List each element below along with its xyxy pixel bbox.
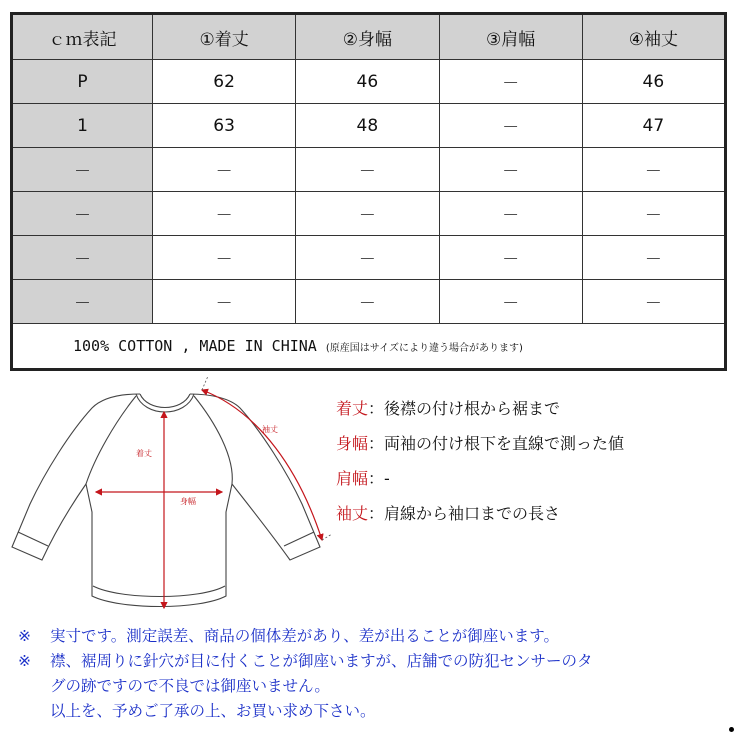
measurement-lines: [96, 390, 322, 608]
table-cell: －: [296, 280, 439, 324]
legend-desc: ：後襟の付け根から裾まで: [368, 399, 561, 418]
note-line: 以上を、予めご了承の上、お買い求め下さい。: [50, 702, 376, 720]
table-cell: －: [296, 236, 439, 280]
legend-term: 肩幅: [336, 469, 369, 488]
header-length: ①着丈: [153, 14, 296, 60]
header-shoulder: ③肩幅: [439, 14, 582, 60]
note-line: [18, 649, 736, 674]
table-cell: －: [296, 192, 439, 236]
table-cell: 48: [296, 104, 439, 148]
table-cell: 46: [582, 60, 725, 104]
row-size: P: [12, 60, 153, 104]
legend-desc: ：肩線から袖口までの長さ: [368, 504, 561, 523]
header-width: ②身幅: [296, 14, 439, 60]
note-line: [18, 624, 736, 649]
diagram-length-label: 着丈: [136, 449, 152, 458]
note-mark: ※: [18, 627, 31, 645]
table-cell: －: [439, 60, 582, 104]
size-table: [10, 12, 727, 371]
table-row: [12, 192, 726, 236]
table-cell: －: [582, 236, 725, 280]
note-line: グの跡ですので不良では御座いません。: [50, 677, 330, 695]
measurement-legend: [336, 396, 736, 536]
table-cell: －: [153, 280, 296, 324]
material-text: 100% COTTON , MADE IN CHINA: [73, 337, 317, 355]
legend-item: [336, 466, 736, 501]
legend-desc: ：-: [368, 469, 390, 488]
legend-term: 身幅: [336, 434, 369, 453]
row-size: －: [12, 192, 153, 236]
legend-term: 着丈: [336, 399, 369, 418]
table-cell: －: [439, 148, 582, 192]
table-cell: －: [582, 148, 725, 192]
legend-item: [336, 396, 736, 431]
table-header-row: [12, 14, 726, 60]
sleeve-guide-top: [202, 376, 208, 390]
legend-desc: ：両袖の付け根下を直線で測った値: [368, 434, 625, 453]
diagram-sleeve-label: 袖丈: [262, 425, 278, 434]
legend-term: 袖丈: [336, 504, 369, 523]
legend-item: [336, 501, 736, 536]
row-size: 1: [12, 104, 153, 148]
table-cell: －: [582, 192, 725, 236]
table-cell: －: [582, 280, 725, 324]
material-note: (原産国はサイズにより違う場合があります): [325, 343, 523, 354]
table-row: [12, 104, 726, 148]
table-row: [12, 280, 726, 324]
note-mark: ※: [18, 652, 31, 670]
legend-item: [336, 431, 736, 466]
table-row: [12, 148, 726, 192]
row-size: －: [12, 280, 153, 324]
table-cell: 46: [296, 60, 439, 104]
header-cm: ｃｍ表記: [12, 14, 153, 60]
table-cell: －: [439, 104, 582, 148]
table-cell: 62: [153, 60, 296, 104]
table-row: [12, 236, 726, 280]
table-cell: －: [439, 192, 582, 236]
sleeve-guide-bottom: [322, 534, 332, 540]
table-cell: －: [153, 148, 296, 192]
table-cell: －: [153, 192, 296, 236]
table-cell: －: [153, 236, 296, 280]
sleeve-arrow: [202, 390, 322, 540]
table-cell: －: [439, 236, 582, 280]
row-size: －: [12, 236, 153, 280]
header-sleeve: ④袖丈: [582, 14, 725, 60]
note-text: 実寸です。測定誤差、商品の個体差があり、差が出ることが御座います。: [50, 627, 560, 645]
material-row: [12, 324, 726, 370]
table-cell: －: [439, 280, 582, 324]
table-cell: 47: [582, 104, 725, 148]
row-size: －: [12, 148, 153, 192]
material-cell: [12, 324, 726, 370]
table-cell: －: [296, 148, 439, 192]
note-text: 襟、裾周りに針穴が目に付くことが御座いますが、店舗での防犯センサーのタ: [50, 652, 593, 670]
table-row: [12, 60, 726, 104]
garment-diagram: [0, 372, 340, 622]
notes-section: [18, 624, 736, 724]
diagram-width-label: 身幅: [180, 497, 196, 506]
table-cell: 63: [153, 104, 296, 148]
corner-dot: [729, 727, 734, 732]
